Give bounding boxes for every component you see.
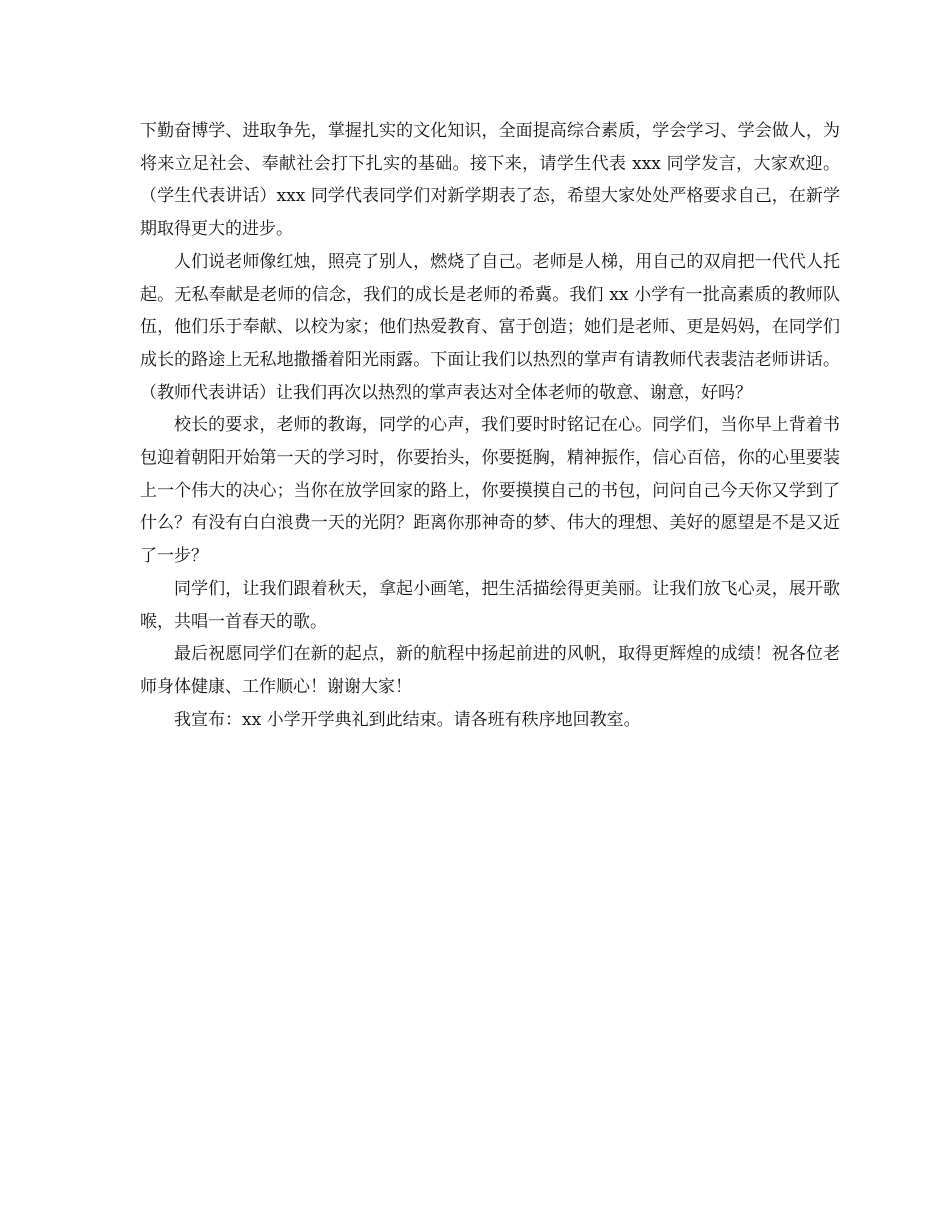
paragraph-closing: 我宣布：xx 小学开学典礼到此结束。请各班有秩序地回教室。 <box>174 709 641 730</box>
paragraph-autumn: 同学们，让我们跟着秋天，拿起小画笔，把生活描绘得更美丽。让我们放飞心灵，展开歌喉，共唱一首春天的歌。 <box>140 578 840 632</box>
paragraph-wishes: 最后祝愿同学们在新的起点，新的航程中扬起前进的风帆，取得更辉煌的成绩！祝各位老师身体健康、工作顺心！谢谢大家！ <box>140 644 840 697</box>
paragraph-teachers: 人们说老师像红烛，照亮了别人，燃烧了自己。老师是人梯，用自己的双肩把一代代人托起。无私奉献是老师的信念，我们的成长是老师的希冀。我们 xx 小学有一批高素质的教师队伍，他们乐于奉献、以校为家；他们热爱教育、富于创造；她们是老师、更是妈妈，在同学们成长的路途上无私地撒播着阳光雨露。下面让我们以热烈的掌声有请教师代表裴洁老师讲话。（教师代表讲话）让我们再次以热烈的掌声表达对全体老师的敬意、谢意，好吗？ <box>140 251 840 403</box>
document-page <box>140 115 840 736</box>
paragraph-principal-requirements: 校长的要求，老师的教诲，同学的心声，我们要时时铭记在心。同学们，当你早上背着书包迎着朝阳开始第一天的学习时，你要抬头，你要挺胸，精神振作，信心百倍，你的心里要装上一个伟大的决心；当你在放学回家的路上，你要摸摸自己的书包，问问自己今天你又学到了什么？有没有白白浪费一天的光阴？距离你那神奇的梦、伟大的理想、美好的愿望是不是又近了一步？ <box>140 415 840 567</box>
paragraph-continued: 下勤奋博学、进取争先，掌握扎实的文化知识，全面提高综合素质，学会学习、学会做人，为将来立足社会、奉献社会打下扎实的基础。接下来，请学生代表 xxx 同学发言，大家欢迎。（学生代表讲话）xxx 同学代表同学们对新学期表了态，希望大家处处严格要求自己，在新学期取得更大的进步。 <box>140 121 840 240</box>
